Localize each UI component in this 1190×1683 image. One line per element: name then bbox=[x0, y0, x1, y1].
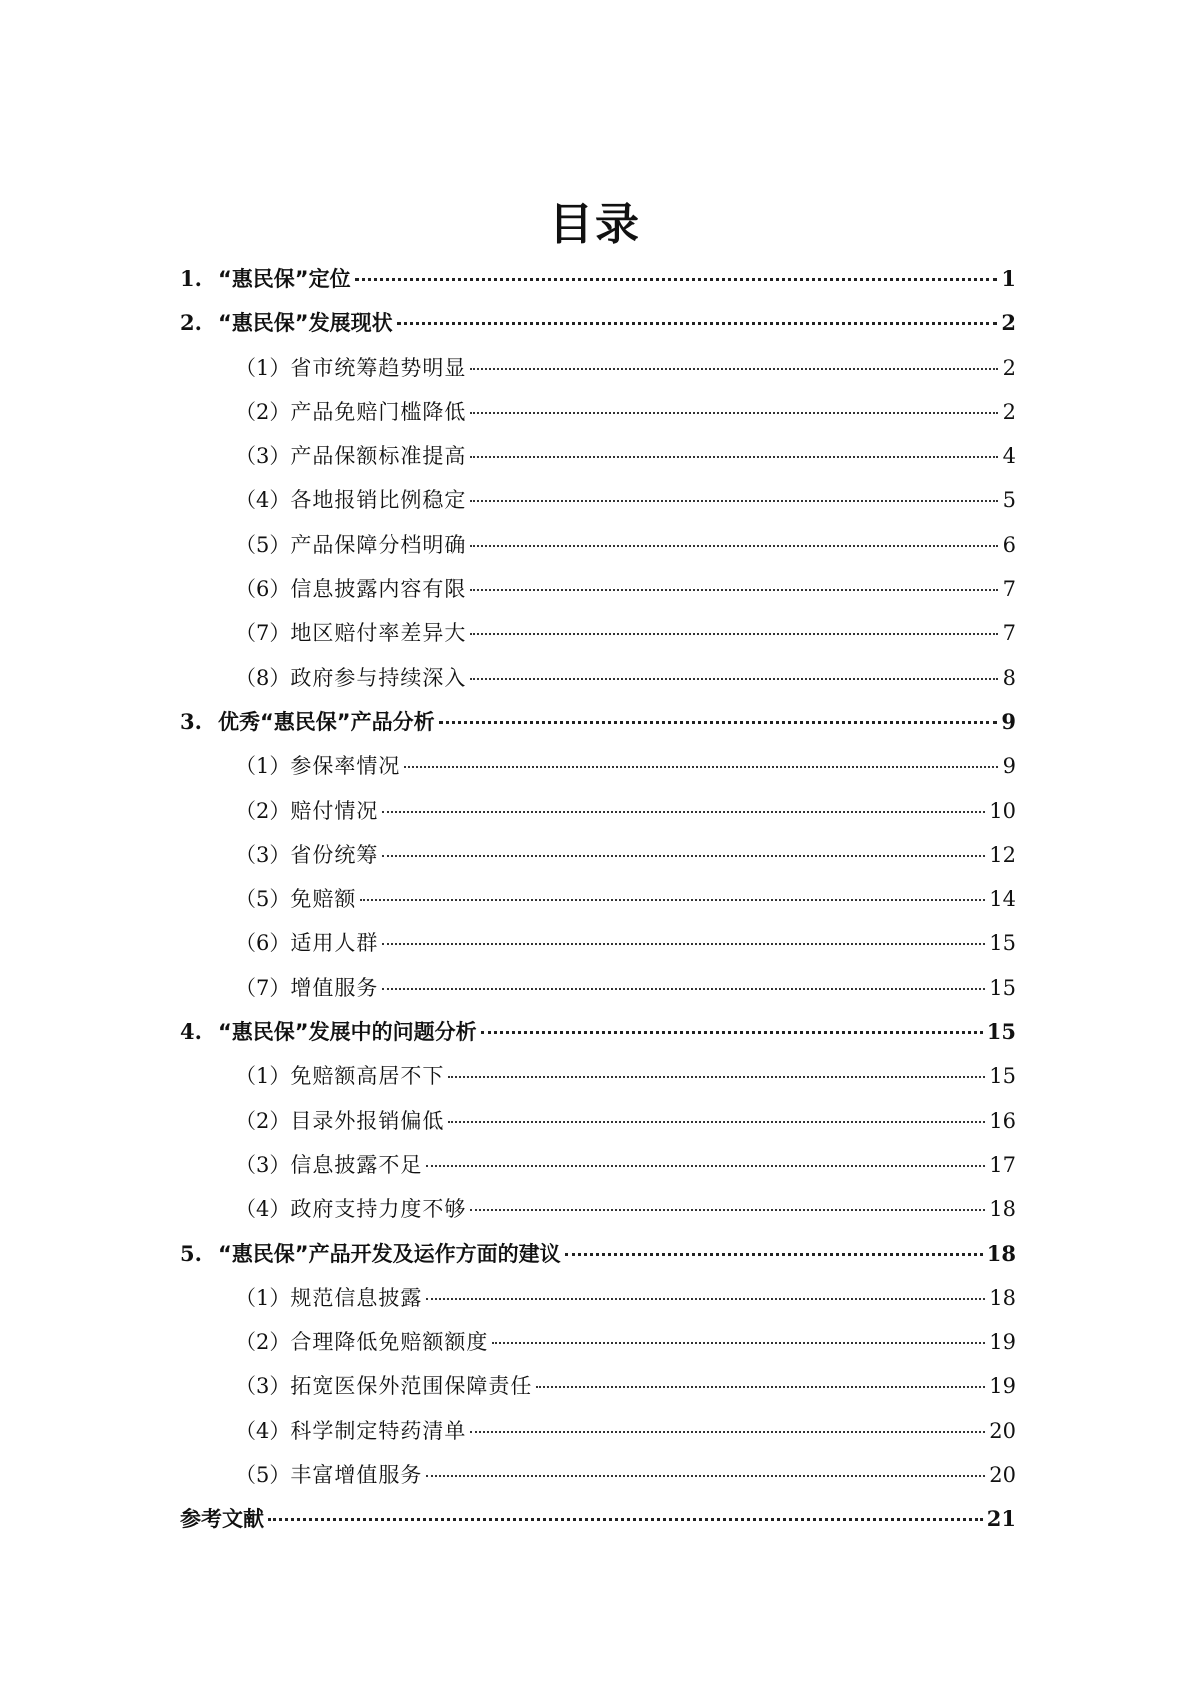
toc-entry[interactable] bbox=[180, 1326, 1016, 1370]
dot-leader bbox=[470, 1431, 985, 1433]
toc-entry-number: 5. bbox=[180, 1240, 202, 1266]
toc-entry-page-number: 1 bbox=[1001, 266, 1016, 291]
toc-entry-number: （7） bbox=[235, 975, 291, 1000]
toc-entry[interactable] bbox=[180, 1238, 1016, 1282]
toc-entry-number: （6） bbox=[235, 931, 291, 956]
dot-leader bbox=[382, 811, 985, 813]
toc-entry[interactable] bbox=[180, 617, 1016, 661]
toc-entry-label: “惠民保”发展中的问题分析 bbox=[218, 1020, 477, 1045]
dot-leader bbox=[382, 855, 985, 857]
toc-entry[interactable] bbox=[180, 263, 1016, 307]
toc-entry-number: （3） bbox=[235, 842, 291, 867]
toc-entry-page-number: 15 bbox=[989, 1064, 1016, 1089]
table-of-contents bbox=[180, 263, 1016, 1548]
toc-entry-page-number: 14 bbox=[989, 887, 1016, 912]
toc-entry[interactable] bbox=[180, 795, 1016, 839]
dot-leader bbox=[470, 500, 998, 502]
toc-entry-label: 省市统筹趋势明显 bbox=[290, 355, 467, 380]
toc-entry[interactable] bbox=[180, 352, 1016, 396]
toc-entry-label: 省份统筹 bbox=[290, 842, 379, 867]
toc-entry-number: （2） bbox=[235, 798, 291, 823]
toc-entry-page-number: 10 bbox=[989, 798, 1016, 823]
toc-entry[interactable] bbox=[180, 839, 1016, 883]
toc-entry-label: 参考文献 bbox=[180, 1507, 264, 1532]
dot-leader bbox=[426, 1475, 985, 1477]
toc-entry-number: （2） bbox=[235, 1330, 291, 1355]
toc-entry-number: （1） bbox=[235, 1285, 291, 1310]
toc-entry-page-number: 20 bbox=[989, 1463, 1016, 1488]
toc-entry[interactable] bbox=[180, 972, 1016, 1016]
toc-entry-page-number: 17 bbox=[989, 1152, 1016, 1177]
toc-entry-page-number: 18 bbox=[986, 1240, 1016, 1266]
toc-entry-label: 规范信息披露 bbox=[290, 1285, 423, 1310]
toc-entry-number: （2） bbox=[235, 399, 291, 424]
toc-entry-page-number: 7 bbox=[1002, 577, 1016, 602]
toc-entry-number: 4. bbox=[180, 1019, 202, 1045]
toc-entry-number: （3） bbox=[235, 1152, 291, 1177]
dot-leader bbox=[470, 633, 998, 635]
toc-entry[interactable] bbox=[180, 1149, 1016, 1193]
toc-entry-label: 政府参与持续深入 bbox=[290, 665, 467, 690]
toc-entry-number: 1. bbox=[180, 266, 202, 291]
toc-entry-number: （3） bbox=[235, 444, 291, 469]
dot-leader bbox=[470, 589, 998, 591]
toc-entry-page-number: 15 bbox=[989, 975, 1016, 1000]
toc-entry-number: （7） bbox=[235, 621, 291, 646]
dot-leader bbox=[470, 545, 998, 547]
toc-entry-label: 优秀“惠民保”产品分析 bbox=[218, 709, 435, 734]
toc-entry-number: （1） bbox=[235, 1064, 291, 1089]
toc-entry-page-number: 20 bbox=[989, 1418, 1016, 1443]
toc-entry-page-number: 15 bbox=[989, 931, 1016, 956]
toc-entry-label: 政府支持力度不够 bbox=[290, 1197, 467, 1222]
dot-leader bbox=[470, 368, 998, 370]
toc-entry-number: （3） bbox=[235, 1374, 291, 1399]
toc-entry-label: 地区赔付率差异大 bbox=[290, 621, 467, 646]
toc-entry-label: 科学制定特药清单 bbox=[290, 1418, 467, 1443]
toc-entry-page-number: 8 bbox=[1002, 665, 1016, 690]
toc-entry[interactable] bbox=[180, 1105, 1016, 1149]
toc-entry-label: 免赔额高居不下 bbox=[290, 1064, 445, 1089]
dot-leader bbox=[448, 1076, 985, 1078]
toc-entry-page-number: 4 bbox=[1002, 444, 1016, 469]
toc-entry[interactable] bbox=[180, 1370, 1016, 1414]
toc-entry-label: 合理降低免赔额额度 bbox=[290, 1330, 489, 1355]
toc-entry-label: 赔付情况 bbox=[290, 798, 379, 823]
toc-entry-label: 产品保额标准提高 bbox=[290, 444, 467, 469]
toc-entry-label: 信息披露不足 bbox=[290, 1152, 423, 1177]
toc-entry-number: （1） bbox=[235, 355, 291, 380]
toc-entry-page-number: 2 bbox=[1002, 399, 1016, 424]
toc-entry-page-number: 19 bbox=[989, 1330, 1016, 1355]
toc-entry[interactable] bbox=[180, 1459, 1016, 1503]
toc-entry-label: 免赔额 bbox=[290, 887, 357, 912]
toc-entry-label: 信息披露内容有限 bbox=[290, 577, 467, 602]
toc-entry-label: 参保率情况 bbox=[290, 754, 401, 779]
toc-entry-label: 产品免赔门槛降低 bbox=[290, 399, 467, 424]
toc-entry[interactable] bbox=[180, 706, 1016, 750]
toc-entry-number: （6） bbox=[235, 577, 291, 602]
toc-entry[interactable] bbox=[180, 440, 1016, 484]
toc-entry-label: 产品保障分档明确 bbox=[290, 532, 467, 557]
toc-entry-number: （4） bbox=[235, 488, 291, 513]
dot-leader bbox=[470, 456, 998, 458]
toc-entry-page-number: 7 bbox=[1002, 621, 1016, 646]
dot-leader bbox=[426, 1165, 985, 1167]
toc-entry-number: （1） bbox=[235, 754, 291, 779]
toc-entry-label: 丰富增值服务 bbox=[290, 1463, 423, 1488]
toc-entry-label: 适用人群 bbox=[290, 931, 379, 956]
dot-leader bbox=[360, 899, 985, 901]
toc-entry-number: 3. bbox=[180, 708, 202, 734]
dot-leader bbox=[426, 1298, 985, 1300]
dot-leader bbox=[268, 1518, 983, 1521]
dot-leader bbox=[448, 1121, 985, 1123]
toc-entry-page-number: 19 bbox=[989, 1374, 1016, 1399]
toc-entry[interactable] bbox=[180, 396, 1016, 440]
toc-entry-page-number: 5 bbox=[1002, 488, 1016, 513]
toc-entry-page-number: 12 bbox=[989, 842, 1016, 867]
dot-leader bbox=[439, 721, 998, 724]
dot-leader bbox=[404, 766, 998, 768]
toc-entry-page-number: 18 bbox=[989, 1197, 1016, 1222]
toc-entry-page-number: 2 bbox=[1001, 310, 1016, 336]
toc-entry-page-number: 16 bbox=[989, 1108, 1016, 1133]
toc-entry-page-number: 21 bbox=[986, 1506, 1016, 1532]
toc-entry-number: （5） bbox=[235, 532, 291, 557]
dot-leader bbox=[470, 1209, 985, 1211]
toc-entry[interactable] bbox=[180, 307, 1016, 351]
dot-leader bbox=[481, 1031, 983, 1034]
toc-entry[interactable] bbox=[180, 927, 1016, 971]
toc-entry-number: （4） bbox=[235, 1197, 291, 1222]
toc-entry[interactable] bbox=[180, 662, 1016, 706]
toc-entry-number: （5） bbox=[235, 887, 291, 912]
toc-entry-number: （8） bbox=[235, 665, 291, 690]
toc-entry-number: 2. bbox=[180, 310, 202, 336]
dot-leader bbox=[470, 412, 998, 414]
toc-entry-label: “惠民保”发展现状 bbox=[218, 311, 393, 336]
toc-entry[interactable] bbox=[180, 1060, 1016, 1104]
dot-leader bbox=[470, 678, 998, 680]
toc-entry[interactable] bbox=[180, 1503, 1016, 1547]
toc-entry-label: 增值服务 bbox=[290, 975, 379, 1000]
dot-leader bbox=[492, 1342, 985, 1344]
toc-entry-label: “惠民保”定位 bbox=[218, 267, 351, 291]
dot-leader bbox=[382, 943, 985, 945]
dot-leader bbox=[355, 278, 998, 281]
toc-entry-page-number: 2 bbox=[1002, 355, 1016, 380]
toc-entry[interactable] bbox=[180, 573, 1016, 617]
dot-leader bbox=[382, 988, 985, 990]
toc-entry-label: 各地报销比例稳定 bbox=[290, 488, 467, 513]
dot-leader bbox=[536, 1386, 985, 1388]
toc-entry-label: 目录外报销偏低 bbox=[290, 1108, 445, 1133]
toc-entry[interactable] bbox=[180, 1016, 1016, 1060]
toc-entry-page-number: 18 bbox=[989, 1285, 1016, 1310]
dot-leader bbox=[565, 1253, 983, 1256]
toc-entry-number: （5） bbox=[235, 1463, 291, 1488]
page-title: 目录 bbox=[549, 199, 641, 251]
toc-entry[interactable] bbox=[180, 484, 1016, 528]
toc-entry-number: （4） bbox=[235, 1418, 291, 1443]
dot-leader bbox=[397, 322, 998, 325]
toc-entry-label: 拓宽医保外范围保障责任 bbox=[290, 1374, 533, 1399]
toc-entry-page-number: 9 bbox=[1002, 754, 1016, 779]
toc-entry[interactable] bbox=[180, 529, 1016, 573]
toc-entry[interactable] bbox=[180, 1415, 1016, 1459]
toc-entry-page-number: 15 bbox=[986, 1019, 1016, 1045]
toc-entry-number: （2） bbox=[235, 1108, 291, 1133]
toc-entry[interactable] bbox=[180, 1193, 1016, 1237]
toc-entry-page-number: 9 bbox=[1001, 708, 1016, 734]
toc-entry-page-number: 6 bbox=[1002, 532, 1016, 557]
toc-entry[interactable] bbox=[180, 750, 1016, 794]
toc-entry[interactable] bbox=[180, 883, 1016, 927]
toc-entry[interactable] bbox=[180, 1282, 1016, 1326]
toc-entry-label: “惠民保”产品开发及运作方面的建议 bbox=[218, 1241, 561, 1266]
